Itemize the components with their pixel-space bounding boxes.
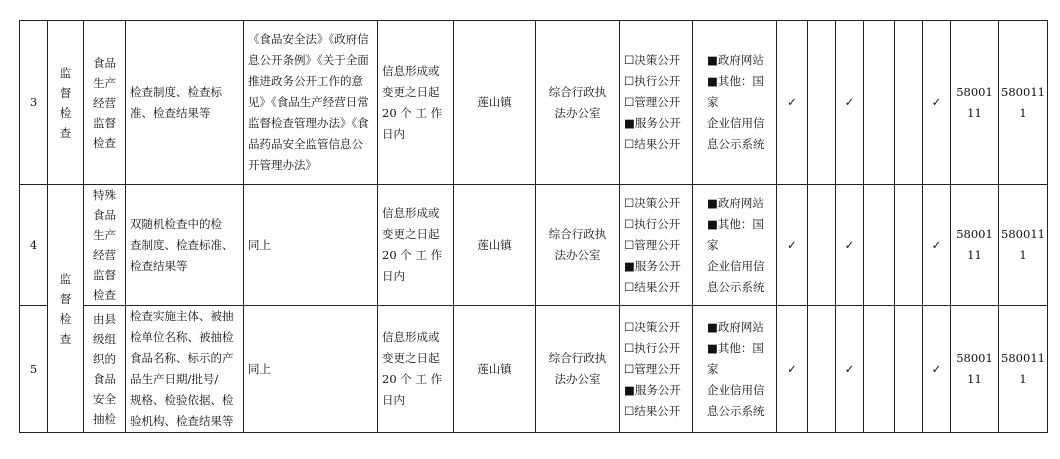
type-option: ☐结果公开 [624,403,681,418]
empty-cell [808,21,836,185]
check-mark-1: ✓ [777,185,808,306]
item-line: 抽检 [93,412,116,426]
timing-line: 日内 [382,393,405,407]
dept-line: 法办公室 [554,105,601,120]
disclosure-table [19,20,1048,433]
type-option: ■服务公开 [624,258,681,273]
dept-line: 综合行政执 [548,227,607,241]
category-char: 检 [59,311,72,326]
content-line: 食品名称、标示的产 [130,351,234,365]
item-line: 经营 [93,248,116,262]
code-line: 1 [1019,248,1027,262]
check-mark-2: ✓ [836,185,864,306]
code-cell-2 [999,306,1048,433]
item-line: 监督 [93,115,116,130]
item-cell [84,185,126,306]
type-option: ☐结果公开 [624,137,681,151]
department-cell [536,21,620,185]
empty-cell [864,306,895,433]
basis-cell [244,21,378,185]
category-char: 督 [59,291,72,306]
check-mark-3: ✓ [923,21,951,185]
code-line: 580011 [1001,227,1045,241]
channel-line: 企业信用信 [707,258,765,273]
empty-cell [864,21,895,185]
dept-line: 法办公室 [554,372,601,386]
timing-line: 20 个 工 作 [382,105,443,120]
content-line: 双随机检查中的检 [130,216,222,231]
channel-line: ■其他：国家 [707,340,764,376]
code-line: 11 [967,105,982,120]
item-line: 生产 [93,228,116,242]
basis-cell [244,306,378,433]
check-mark-2: ✓ [836,21,864,185]
basis-line: 同上 [248,237,271,252]
timing-line: 变更之日起 [382,227,440,241]
row-number: 4 [20,185,48,306]
type-option: ☐执行公开 [624,74,681,88]
code-line: 58001 [956,351,993,365]
item-line: 生产 [93,75,116,90]
basis-line: 监督检查管理办法》《食 [248,116,369,130]
timing-line: 信息形成或 [382,330,440,344]
row-number: 3 [20,21,48,185]
row-number: 5 [20,306,48,433]
basis-line: 同上 [248,361,271,376]
code-cell-1 [951,306,999,433]
item-cell [84,21,126,185]
code-line: 58001 [956,84,993,99]
type-option: ☐决策公开 [624,53,681,67]
category-char: 查 [59,331,72,346]
timing-line: 日内 [382,126,405,141]
table-row [20,306,1048,433]
content-line: 品生产日期/批号/ [130,372,219,386]
table-row [20,185,1048,306]
item-cell [84,306,126,433]
empty-cell [895,306,923,433]
subject-cell: 莲山镇 [454,21,536,185]
empty-cell [895,21,923,185]
basis-line: 推进政务公开工作的意 [248,74,363,88]
channel-line: ■政府网站 [707,53,764,67]
channel-line: ■其他：国家 [707,74,764,109]
item-line: 检查 [93,135,116,150]
department-cell [536,185,620,306]
type-option: ☐执行公开 [624,216,681,231]
content-cell [126,306,244,433]
item-line: 经营 [93,95,116,110]
code-line: 1 [1019,105,1027,120]
timing-line: 日内 [382,269,405,283]
type-option: ☐执行公开 [624,340,681,355]
code-line: 580011 [1001,351,1045,365]
item-line: 食品 [93,55,116,70]
dept-line: 综合行政执 [548,351,607,365]
code-cell-1 [951,21,999,185]
content-cell [126,185,244,306]
table-row [20,21,1048,185]
channel-line: ■政府网站 [707,195,764,210]
basis-line: 见》《食品生产经营日常 [248,95,369,109]
type-option: ■服务公开 [624,382,681,397]
check-mark-3: ✓ [923,185,951,306]
subject-cell: 莲山镇 [454,306,536,433]
category-char: 监 [59,271,72,286]
empty-cell [895,185,923,306]
channel-line: 息公示系统 [707,137,765,151]
category-char: 检 [59,105,72,120]
basis-line: 《食品安全法》《政府信 [248,32,369,46]
item-line: 安全 [93,392,116,406]
content-line: 检单位名称、被抽检 [130,330,234,344]
category-cell-merged [48,185,84,433]
content-cell [126,21,244,185]
item-line: 级组 [93,332,116,346]
type-option: ☐管理公开 [624,95,681,109]
channel-line: 息公示系统 [707,279,765,294]
category-char: 督 [59,85,72,100]
code-line: 1 [1019,372,1027,386]
code-cell-2 [999,185,1048,306]
code-line: 580011 [1001,84,1045,99]
check-mark-3: ✓ [923,306,951,433]
timing-line: 信息形成或 [382,206,440,220]
timing-line: 20 个 工 作 [382,248,443,262]
timing-line: 变更之日起 [382,351,440,365]
basis-line: 开管理办法》 [248,158,317,172]
type-option: ☐决策公开 [624,195,681,210]
basis-line: 品药品安全监管信息公 [248,137,363,151]
type-option: ☐管理公开 [624,361,681,376]
timing-cell [378,306,454,433]
timing-line: 20 个 工 作 [382,372,443,386]
content-line: 准、检查结果等 [130,105,211,120]
category-cell [48,21,84,185]
item-line: 特殊 [93,188,116,202]
content-line: 查制度、检查标准、 [130,237,234,252]
dept-line: 综合行政执 [548,84,607,99]
timing-cell [378,21,454,185]
content-line: 规格、检验依据、检 [130,393,234,407]
basis-cell [244,185,378,306]
channel-line: ■其他：国家 [707,216,764,252]
code-line: 11 [967,372,982,386]
type-option: ■服务公开 [624,116,681,130]
item-line: 织的 [93,352,116,366]
channels-cell [693,21,777,185]
type-option: ☐管理公开 [624,237,681,252]
category-char: 查 [59,125,72,140]
category-char: 监 [59,65,72,80]
check-mark-1: ✓ [777,21,808,185]
channel-line: ■政府网站 [707,319,764,334]
channel-line: 企业信用信 [707,382,765,397]
basis-line: 息公开条例》《关于全面 [248,53,369,67]
disclosure-types-cell [620,306,693,433]
subject-cell: 莲山镇 [454,185,536,306]
empty-cell [864,185,895,306]
disclosure-types-cell [620,185,693,306]
disclosure-types-cell [620,21,693,185]
item-line: 监督 [93,268,116,282]
content-line: 检查结果等 [130,258,188,273]
timing-line: 信息形成或 [382,63,440,78]
timing-line: 变更之日起 [382,84,440,99]
empty-cell [808,185,836,306]
item-line: 食品 [93,208,116,222]
channel-line: 息公示系统 [707,403,765,418]
content-line: 检查制度、检查标 [130,84,222,99]
type-option: ☐决策公开 [624,319,681,334]
channels-cell [693,185,777,306]
code-line: 11 [967,248,982,262]
dept-line: 法办公室 [554,248,601,262]
check-mark-1: ✓ [777,306,808,433]
channel-line: 企业信用信 [707,116,765,130]
code-cell-1 [951,185,999,306]
item-line: 由县 [93,312,116,326]
department-cell [536,306,620,433]
content-line: 验机构、检查结果等 [130,414,234,428]
item-line: 食品 [93,372,116,386]
item-line: 检查 [93,288,116,302]
type-option: ☐结果公开 [624,279,681,294]
check-mark-2: ✓ [836,306,864,433]
timing-cell [378,185,454,306]
code-line: 58001 [956,227,993,241]
code-cell-2 [999,21,1048,185]
channels-cell [693,306,777,433]
empty-cell [808,306,836,433]
content-line: 检查实施主体、被抽 [130,309,234,323]
